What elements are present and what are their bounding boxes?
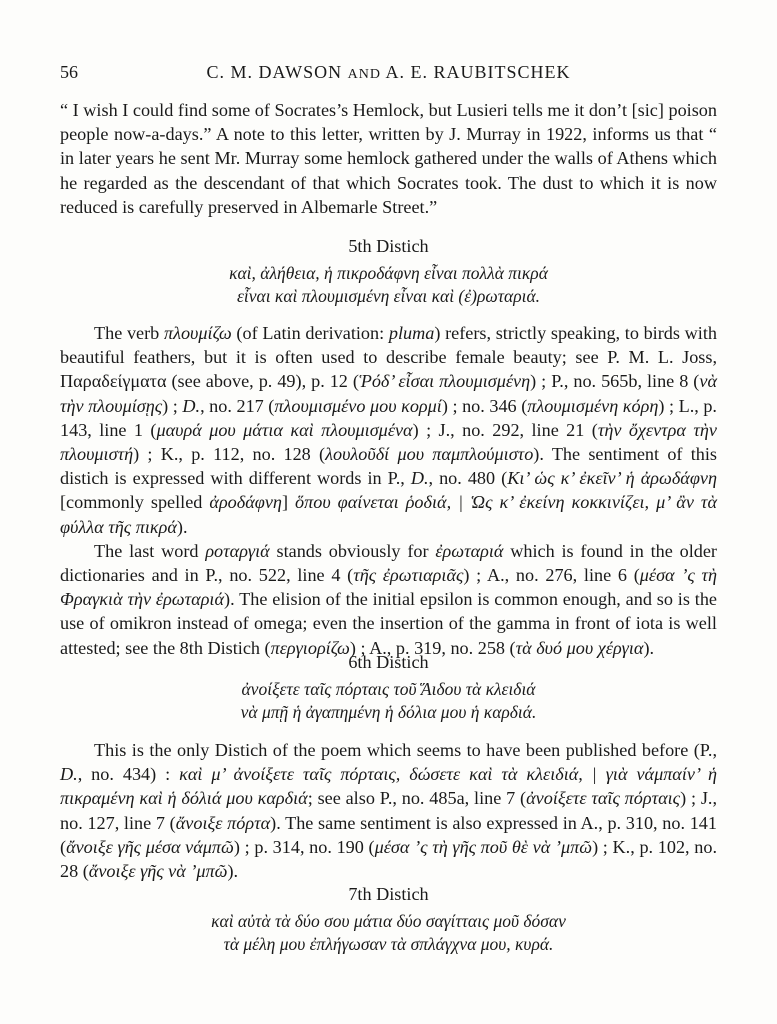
distich-5-verse: [60, 262, 717, 308]
distich-6-heading: 6th Distich: [348, 652, 429, 672]
distich-6-verse: [60, 678, 717, 724]
distich-5-paragraph-1: The verb πλουμίζω (of Latin derivation: pluma) refers, strictly speaking, to birds with beautiful feathers, but it is often used to describe female beauty; see P. M. L. Joss, Παραδείγματα (see above, p. 49), p. 12 (Ῥόδ’ εἶσαι πλουμισμένη) ; P., no. 565b, line 8 (νὰ τὴν πλουμίσῃς) ; D., no. 217 (πλουμισμένο μου κορμί) ; no. 346 (πλουμισμένη κόρη) ; L., p. 143, line 1 (μαυρά μου μάτια καὶ πλουμισμένα) ; J., no. 292, line 21 (τὴν ὄχεντρα τὴν πλουμιστή) ; K., p. 112, no. 128 (λουλοῦδί μου παμπλούμιστο). The sentiment of this distich is expressed with different words in P., D., no. 480 (Κι’ ὡς κ’ ἐκεῖν’ ἡ ἀρωδάφνη [commonly spelled ἀροδάφνη] ὅπου φαίνεται ῥοδιά, | Ὡς κ’ ἐκείνη κοκκινίζει, μ’ ἂν τὰ φύλλα τῆς πικρά).: [60, 323, 717, 537]
page-number: 56: [60, 62, 78, 82]
distich-7-verse: [60, 910, 717, 956]
page-header: [60, 62, 717, 86]
running-head-author2: A. E. RAUBITSCHEK: [385, 62, 571, 82]
distich-5-commentary: [60, 321, 717, 660]
distich-7-line-2: τὰ μέλη μου ἐπλήγωσαν τὰ σπλάγχνα μου, κυρά.: [223, 934, 554, 954]
distich-5-line-1: καὶ, ἀλήθεια, ἡ πικροδάφνη εἶναι πολλὰ πικρά: [229, 263, 548, 283]
distich-6-commentary: [60, 738, 717, 883]
distich-5-line-2: εἶναι καὶ πλουμισμένη εἶναι καὶ (ἐ)ρωταριά.: [236, 286, 541, 306]
distich-7-line-1: καὶ αὐτὰ τὰ δύο σου μάτια δύο σαγίτταις μοῦ δόσαν: [211, 911, 566, 931]
distich-7-heading: 7th Distich: [348, 884, 429, 904]
intro-paragraph: “ I wish I could find some of Socrates’s Hemlock, but Lusieri tells me it don’t [sic] poison people now-a-days.” A note to this letter, written by J. Murray in 1922, informs us that “ in later years he sent Mr. Murray some hemlock gathered under the walls of Athens which he regarded as the descendant of that which Socrates took. The dust to which it is now reduced is carefully preserved in Albemarle Street.”: [60, 100, 717, 217]
running-head-author1: C. M. DAWSON: [206, 62, 343, 82]
running-head: [60, 62, 717, 83]
distich-5-paragraph-2: The last word ροταργιά stands obviously for ἐρωταριά which is found in the older dictionaries and in P., no. 522, line 4 (τῆς ἐρωτιαριᾶς) ; A., no. 276, line 6 (μέσα ’ς τὴ Φραγκιὰ τὴν ἐρωταριά). The elision of the initial epsilon is common enough, and so is the use of omikron instead of omega; even the insertion of the gamma in front of iota is well attested; see the 8th Distich (περγιορίζω) ; A., p. 319, no. 258 (τὰ δυό μου χέργια).: [60, 540, 718, 658]
running-head-and: AND: [347, 67, 381, 82]
distich-6-line-1: ἀνοίξετε ταῖς πόρταις τοῦ Ἅιδου τὰ κλειδιά: [241, 679, 536, 699]
distich-5-heading: 5th Distich: [348, 236, 429, 256]
distich-6-paragraph: This is the only Distich of the poem which seems to have been published before (P., D., no. 434) : καὶ μ’ ἀνοίξετε ταῖς πόρταις, δώσετε καὶ τὰ κλειδιά, | γιὰ νάμπαίν’ ἡ πικραμένη καὶ ἡ δόλιά μου καρδιά; see also P., no. 485a, line 7 (ἀνοίξετε ταῖς πόρταις) ; J., no. 127, line 7 (ἄνοιξε πόρτα). The same sentiment is also expressed in A., p. 310, no. 141 (ἄνοιξε γῆς μέσα νάμπῶ) ; p. 314, no. 190 (μέσα ’ς τὴ γῆς ποῦ θὲ νὰ ’μπῶ) ; K., p. 102, no. 28 (ἄνοιξε γῆς νὰ ’μπῶ).: [60, 740, 718, 882]
intro-paragraph-block: [60, 98, 717, 219]
distich-6-line-2: νὰ μπῇ ἡ ἀγαπημένη ἡ δόλια μου ἡ καρδιά.: [240, 702, 537, 722]
